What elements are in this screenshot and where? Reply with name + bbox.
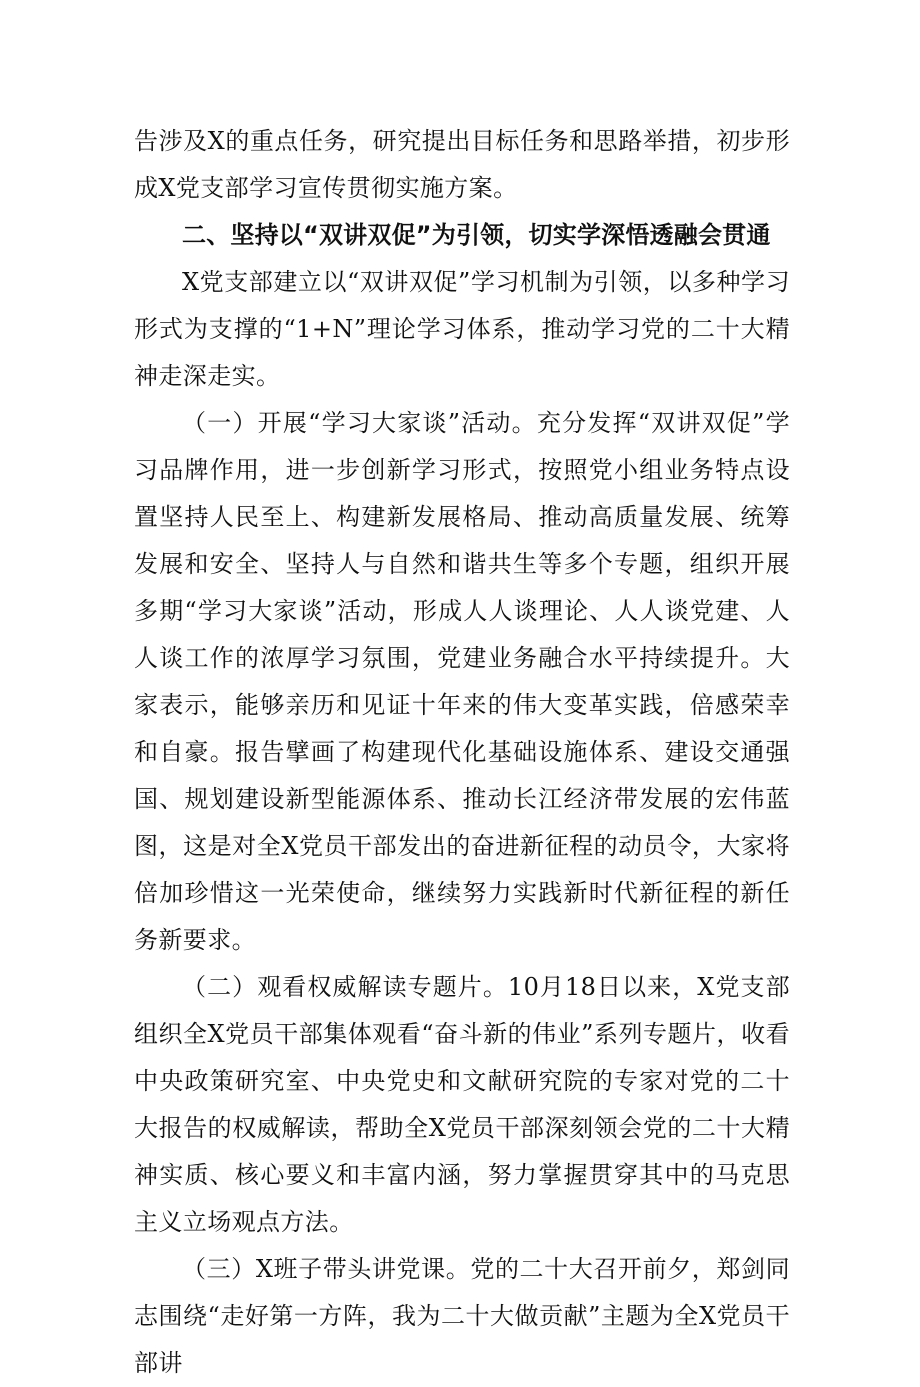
item-2-paragraph: （二）观看权威解读专题片。10月18日以来，X党支部组织全X党员干部集体观看“奋斗新的伟业”系列专题片，收看中央政策研究室、中央党史和文献研究院的专家对党的二十大报告的权威解读，帮助全X党员干部深刻领会党的二十大精神实质、核心要义和丰富内涵，努力掌握贯穿其中的马克思主义立场观点方法。 — [134, 973, 790, 1236]
item-1-paragraph: （一）开展“学习大家谈”活动。充分发挥“双讲双促”学习品牌作用，进一步创新学习形式，按照党小组业务特点设置坚持人民至上、构建新发展格局、推动高质量发展、统筹发展和安全、坚持人与自然和谐共生等多个专题，组织开展多期“学习大家谈”活动，形成人人谈理论、人人谈党建、人人谈工作的浓厚学习氛围，党建业务融合水平持续提升。大家表示，能够亲历和见证十年来的伟大变革实践，倍感荣幸和自豪。报告擘画了构建现代化基础设施体系、建设交通强国、规划建设新型能源体系、推动长江经济带发展的宏伟蓝图，这是对全X党员干部发出的奋进新征程的动员令，大家将倍加珍惜这一光荣使命，继续努力实践新时代新征程的新任务新要求。 — [134, 409, 790, 954]
continuation-paragraph: 告涉及X的重点任务，研究提出目标任务和思路举措，初步形成X党支部学习宣传贯彻实施方案。 — [134, 127, 790, 202]
document-body — [134, 118, 790, 1387]
intro-paragraph: X党支部建立以“双讲双促”学习机制为引领，以多种学习形式为支撑的“1+N”理论学习体系，推动学习党的二十大精神走深走实。 — [134, 268, 790, 390]
section-heading: 二、坚持以“双讲双促”为引领，切实学深悟透融会贯通 — [182, 221, 771, 249]
item-3-paragraph: （三）X班子带头讲党课。党的二十大召开前夕，郑剑同志围绕“走好第一方阵，我为二十大做贡献”主题为全X党员干部讲 — [134, 1255, 790, 1377]
